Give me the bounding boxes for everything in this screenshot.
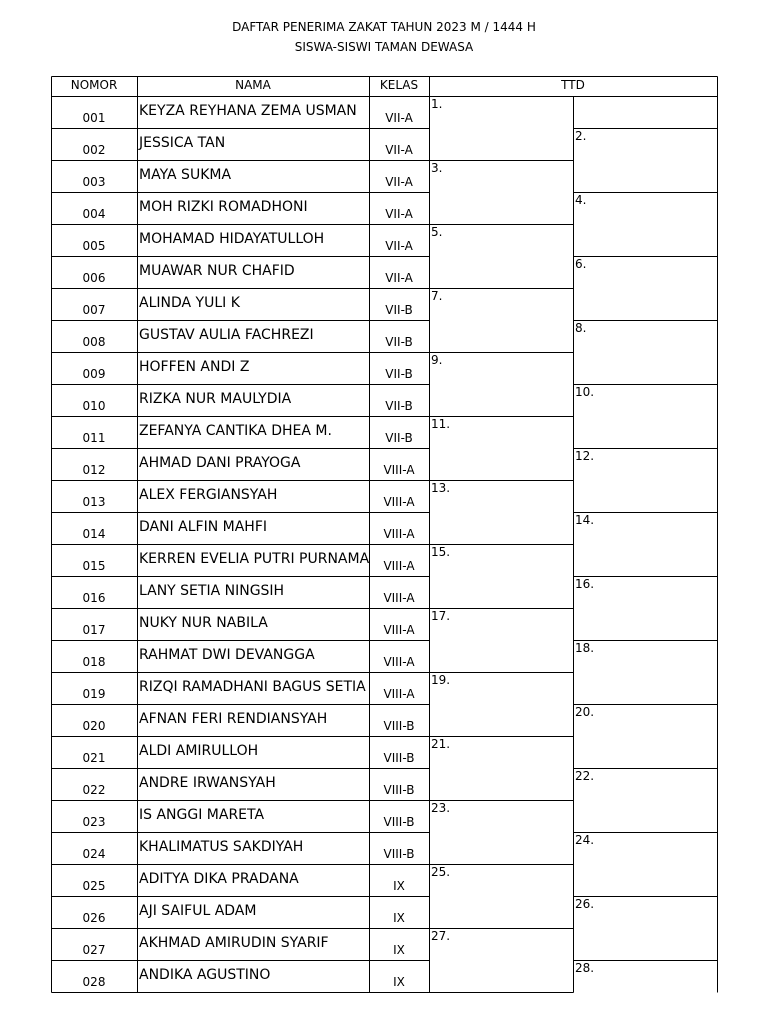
row-name: ZEFANYA CANTIKA DHEA M. [139, 423, 332, 439]
row-number: 004 [82, 207, 106, 221]
document-subtitle: SISWA-SISWI TAMAN DEWASA [294, 40, 474, 54]
header-nama: NAMA [235, 78, 271, 92]
signature-slot[interactable]: 20. [575, 705, 595, 719]
signature-slot[interactable]: 16. [575, 577, 595, 591]
row-number: 019 [82, 687, 106, 701]
row-class: VIII-A [383, 655, 415, 669]
row-class: VIII-B [383, 719, 415, 733]
row-class: VII-B [385, 399, 413, 413]
row-name: ADITYA DIKA PRADANA [139, 871, 299, 887]
row-class: VII-B [385, 431, 413, 445]
row-name: LANY SETIA NINGSIH [139, 583, 285, 599]
row-class: VII-A [385, 239, 413, 253]
row-name: RIZKA NUR MAULYDIA [139, 391, 292, 407]
row-class: VII-A [385, 143, 413, 157]
document-title: DAFTAR PENERIMA ZAKAT TAHUN 2023 M / 1444 H [232, 20, 536, 34]
row-number: 010 [82, 399, 106, 413]
signature-slot[interactable]: 7. [431, 289, 443, 303]
row-name: ANDRE IRWANSYAH [139, 775, 276, 791]
row-class: IX [393, 943, 405, 957]
row-class: VII-A [385, 175, 413, 189]
row-name: HOFFEN ANDI Z [139, 359, 250, 375]
row-number: 009 [82, 367, 106, 381]
signature-slot[interactable]: 22. [575, 769, 595, 783]
row-number: 026 [82, 911, 106, 925]
header-nomor: NOMOR [70, 78, 118, 92]
row-number: 014 [82, 527, 106, 541]
signature-slot[interactable]: 10. [575, 385, 595, 399]
signature-slot[interactable]: 27. [431, 929, 451, 943]
row-number: 013 [82, 495, 106, 509]
row-number: 011 [82, 431, 106, 445]
row-number: 003 [82, 175, 106, 189]
signature-slot[interactable]: 1. [431, 97, 443, 111]
signature-slot[interactable]: 14. [575, 513, 595, 527]
row-name: ALDI AMIRULLOH [139, 743, 259, 759]
row-class: VIII-A [383, 527, 415, 541]
row-name: GUSTAV AULIA FACHREZI [139, 327, 314, 343]
signature-slot[interactable]: 28. [575, 961, 595, 975]
row-class: IX [393, 879, 405, 893]
signature-slot[interactable]: 24. [575, 833, 595, 847]
row-number: 020 [82, 719, 106, 733]
row-number: 022 [82, 783, 106, 797]
row-number: 025 [82, 879, 106, 893]
row-name: RAHMAT DWI DEVANGGA [139, 647, 315, 663]
row-name: ALEX FERGIANSYAH [139, 487, 278, 503]
row-class: VIII-A [383, 495, 415, 509]
row-name: ALINDA YULI K [139, 295, 240, 311]
row-name: AKHMAD AMIRUDIN SYARIF [139, 935, 329, 951]
signature-slot[interactable]: 8. [575, 321, 587, 335]
row-number: 005 [82, 239, 106, 253]
signature-slot[interactable]: 19. [431, 673, 451, 687]
signature-slot[interactable]: 25. [431, 865, 451, 879]
row-class: VII-A [385, 111, 413, 125]
signature-slot[interactable]: 5. [431, 225, 443, 239]
signature-slot[interactable]: 18. [575, 641, 595, 655]
signature-slot[interactable]: 4. [575, 193, 587, 207]
row-name: IS ANGGI MARETA [139, 807, 265, 823]
signature-slot[interactable]: 11. [431, 417, 451, 431]
header-kelas: KELAS [379, 78, 419, 92]
row-number: 007 [82, 303, 106, 317]
row-name: MUAWAR NUR CHAFID [139, 263, 295, 279]
row-number: 028 [82, 975, 106, 989]
row-name: MAYA SUKMA [139, 167, 232, 183]
row-name: AHMAD DANI PRAYOGA [139, 455, 301, 471]
row-class: VIII-B [383, 783, 415, 797]
row-number: 002 [82, 143, 106, 157]
row-name: AFNAN FERI RENDIANSYAH [139, 711, 328, 727]
row-name: ANDIKA AGUSTINO [139, 967, 271, 983]
row-class: VIII-A [383, 559, 415, 573]
row-class: VIII-A [383, 687, 415, 701]
row-number: 006 [82, 271, 106, 285]
row-class: VIII-A [383, 463, 415, 477]
row-number: 008 [82, 335, 106, 349]
row-number: 023 [82, 815, 106, 829]
row-name: NUKY NUR NABILA [139, 615, 268, 631]
signature-slot[interactable]: 6. [575, 257, 587, 271]
row-class: VII-B [385, 367, 413, 381]
signature-slot[interactable]: 12. [575, 449, 595, 463]
row-number: 001 [82, 111, 106, 125]
row-number: 017 [82, 623, 106, 637]
row-name: RIZQI RAMADHANI BAGUS SETIA [139, 679, 366, 695]
row-number: 012 [82, 463, 106, 477]
signature-slot[interactable]: 2. [575, 129, 587, 143]
row-name: MOH RIZKI ROMADHONI [139, 199, 308, 215]
signature-slot[interactable]: 13. [431, 481, 451, 495]
row-name: AJI SAIFUL ADAM [139, 903, 257, 919]
row-class: VII-B [385, 303, 413, 317]
row-class: VII-A [385, 207, 413, 221]
header-ttd: TTD [561, 78, 585, 92]
signature-slot[interactable]: 23. [431, 801, 451, 815]
row-class: VII-A [385, 271, 413, 285]
row-class: VIII-A [383, 623, 415, 637]
signature-slot[interactable]: 3. [431, 161, 443, 175]
signature-slot[interactable]: 17. [431, 609, 451, 623]
signature-slot[interactable]: 26. [575, 897, 595, 911]
row-name: JESSICA TAN [139, 135, 226, 151]
row-name: DANI ALFIN MAHFI [139, 519, 268, 535]
signature-slot[interactable]: 21. [431, 737, 451, 751]
row-number: 016 [82, 591, 106, 605]
row-class: VIII-B [383, 751, 415, 765]
row-name: KHALIMATUS SAKDIYAH [139, 839, 304, 855]
row-name: MOHAMAD HIDAYATULLOH [139, 231, 325, 247]
row-number: 018 [82, 655, 106, 669]
signature-slot[interactable]: 15. [431, 545, 451, 559]
row-class: VIII-B [383, 815, 415, 829]
signature-slot[interactable]: 9. [431, 353, 443, 367]
row-number: 024 [82, 847, 106, 861]
row-class: IX [393, 975, 405, 989]
row-name: KEYZA REYHANA ZEMA USMAN [139, 103, 357, 119]
row-number: 015 [82, 559, 106, 573]
row-class: VII-B [385, 335, 413, 349]
row-number: 027 [82, 943, 106, 957]
row-class: VIII-B [383, 847, 415, 861]
row-name: KERREN EVELIA PUTRI PURNAMA [139, 551, 370, 567]
row-number: 021 [82, 751, 106, 765]
row-class: IX [393, 911, 405, 925]
row-class: VIII-A [383, 591, 415, 605]
